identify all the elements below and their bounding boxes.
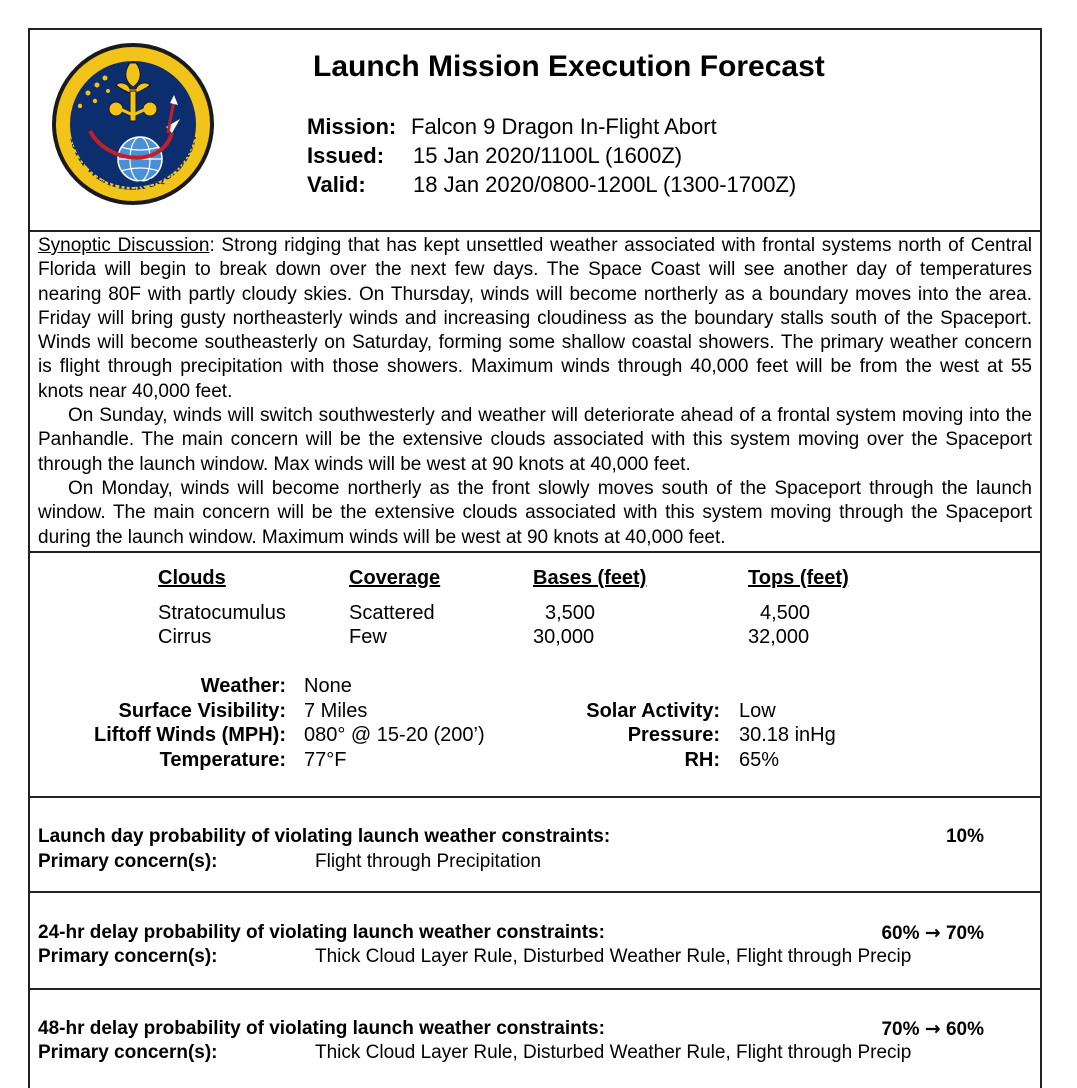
mission-label: Mission: [307, 114, 397, 139]
column-header: Clouds [158, 567, 226, 589]
probability-value: 10% [945, 826, 984, 847]
divider [30, 891, 1040, 893]
column-header: Coverage [349, 567, 441, 589]
divider [30, 551, 1040, 553]
probability-to: 60% [945, 1019, 984, 1040]
probability-title: 48-hr delay probability of violating launch weather constraints: [38, 1018, 605, 1039]
temperature-value: 77°F [304, 749, 347, 771]
divider [30, 230, 1040, 232]
synoptic-paragraph: On Monday, winds will become northerly as the front slowly moves south of the Spaceport through the launch window. The main concern will be the extensive clouds associated with this system moving through the Spaceport during the launch window. Maximum winds will be west at 90 knots at 40,000 feet. [38, 477, 1032, 548]
column-header: Bases (feet) [533, 567, 647, 589]
column-header: Tops (feet) [748, 567, 849, 589]
synoptic-discussion [38, 234, 1032, 550]
probability-title: 24-hr delay probability of violating launch weather constraints: [38, 922, 605, 943]
synoptic-text: : Strong ridging that has kept unsettled weather associated with frontal systems north of Central Florida will begin to break down over the next few days. The Space Coast will see another day of temperatures nearing 80F with partly cloudy skies. On Thursday, winds will become northerly as a boundary moves into the area. Friday will bring gusty northeasterly winds and increasing cloudiness as the boundary stalls south of the Spaceport. Winds will become southeasterly on Saturday, forming some shallow coastal showers. The primary weather concern is flight through precipitation with those showers. Maximum winds through 40,000 feet will be from the west at 55 knots near 40,000 feet. [38, 235, 1032, 402]
concern-value: Flight through Precipitation [315, 851, 542, 872]
weather-value: None [304, 675, 352, 697]
weather-label: Weather: [200, 675, 286, 697]
table-cell: Cirrus [158, 626, 212, 648]
concern-label: Primary concern(s): [38, 1042, 218, 1063]
svg-text:45TH WEATHER SQUADRON: 45TH WEATHER SQUADRON [66, 133, 200, 193]
temperature-label: Temperature: [159, 749, 286, 771]
valid-row [307, 172, 796, 198]
probability-change [881, 922, 984, 945]
visibility-label: Surface Visibility: [118, 700, 286, 722]
header [30, 30, 1040, 232]
probability-to: 70% [945, 923, 984, 944]
squadron-emblem-icon [50, 41, 216, 207]
table-cell: 32,000 [748, 626, 810, 648]
winds-label: Liftoff Winds (MPH): [94, 724, 286, 746]
mission-value: Falcon 9 Dragon In-Flight Abort [411, 114, 717, 139]
page-title: Launch Mission Execution Forecast [313, 50, 825, 83]
synoptic-label: Synoptic Discussion [38, 235, 210, 256]
probability-change [881, 1018, 984, 1041]
concern-label: Primary concern(s): [38, 946, 218, 967]
rh-value: 65% [739, 749, 780, 771]
table-cell: Stratocumulus [158, 602, 286, 624]
pressure-value: 30.18 inHg [739, 724, 836, 746]
concern-label: Primary concern(s): [38, 851, 218, 872]
table-cell: 30,000 [533, 626, 595, 648]
concern-value: Thick Cloud Layer Rule, Disturbed Weather Rule, Flight through Precip [315, 1042, 912, 1063]
table-cell: Scattered [349, 602, 435, 624]
synoptic-paragraph [38, 234, 1032, 404]
table-cell: 3,500 [545, 602, 596, 624]
winds-value: 080° @ 15-20 (200’) [304, 724, 485, 746]
valid-value: 18 Jan 2020/0800-1200L (1300-1700Z) [413, 172, 797, 197]
solar-value: Low [739, 700, 776, 722]
arrow-right-icon: → [924, 1018, 941, 1040]
probability-title: Launch day probability of violating launch weather constraints: [38, 826, 611, 847]
concern-value: Thick Cloud Layer Rule, Disturbed Weather Rule, Flight through Precip [315, 946, 912, 967]
visibility-value: 7 Miles [304, 700, 368, 722]
table-cell: Few [349, 626, 387, 648]
solar-label: Solar Activity: [586, 700, 720, 722]
issued-value: 15 Jan 2020/1100L (1600Z) [413, 143, 683, 168]
table-cell: 4,500 [760, 602, 811, 624]
mission-row [307, 114, 717, 140]
issued-label: Issued: [307, 143, 385, 168]
issued-row [307, 143, 682, 169]
rh-label: RH: [684, 749, 720, 771]
valid-label: Valid: [307, 172, 366, 197]
forecast-frame [28, 28, 1042, 1088]
pressure-label: Pressure: [627, 724, 720, 746]
synoptic-paragraph: On Sunday, winds will switch southwesterly and weather will deteriorate ahead of a frontal system moving into the Panhandle. The main concern will be the extensive clouds associated with this system moving over the Spaceport through the launch window. Max winds will be west at 90 knots at 40,000 feet. [38, 405, 1032, 475]
arrow-right-icon: → [924, 922, 941, 944]
probability-from: 70% [881, 1019, 920, 1040]
probability-from: 60% [881, 923, 920, 944]
divider [30, 988, 1040, 990]
divider [30, 796, 1040, 798]
